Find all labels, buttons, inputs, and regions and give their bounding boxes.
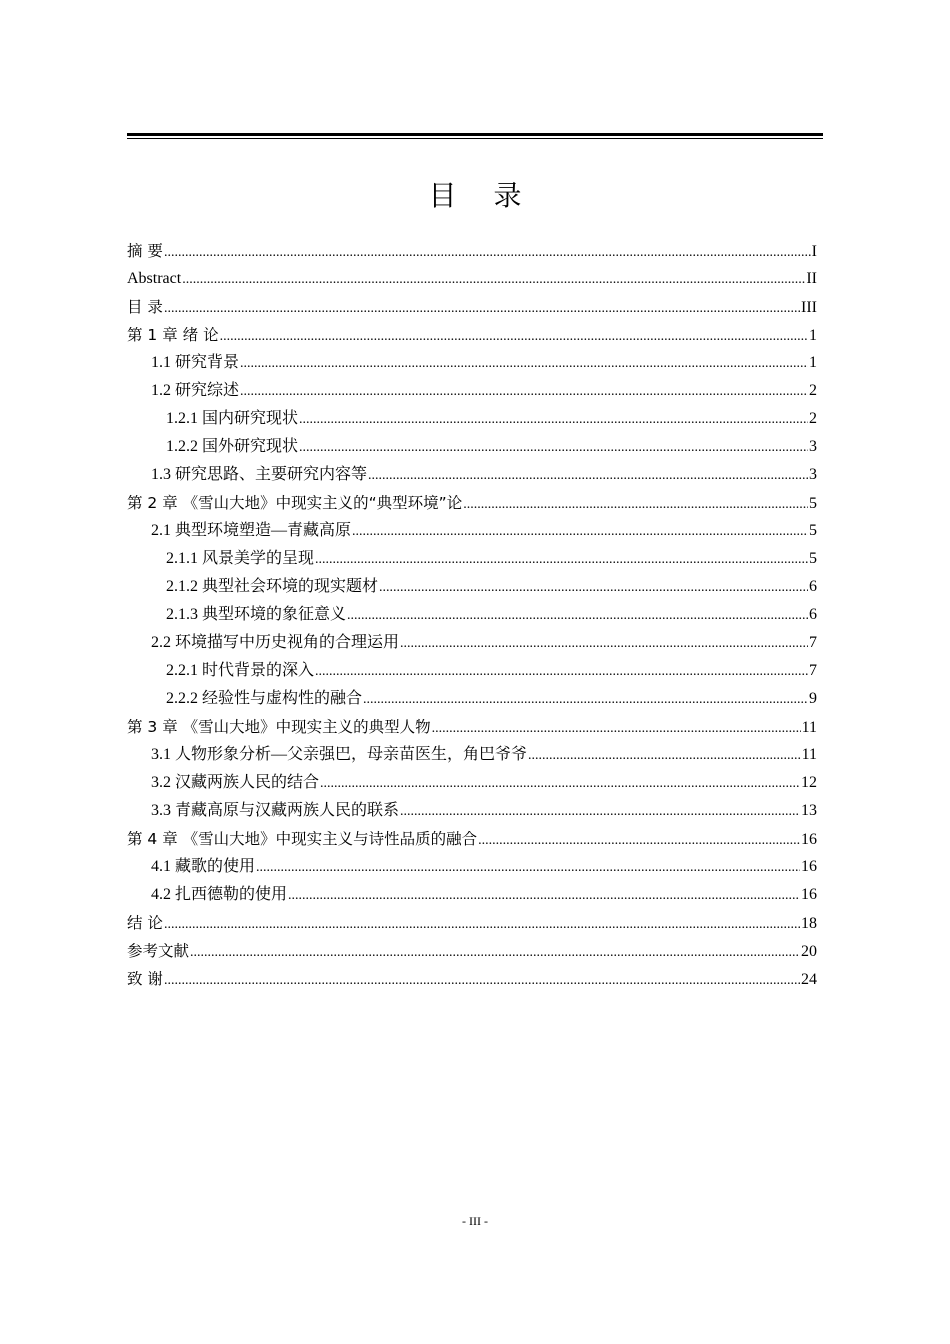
toc-entry-page-number: 16 bbox=[801, 858, 817, 875]
toc-entry-label: 结 论 bbox=[127, 914, 163, 932]
toc-entry[interactable] bbox=[127, 937, 817, 965]
toc-entry[interactable] bbox=[127, 265, 817, 293]
toc-entry-page-number: 7 bbox=[809, 662, 817, 679]
toc-entry-page-number: 11 bbox=[801, 746, 817, 763]
page-title: 目 录 bbox=[428, 179, 536, 212]
toc-entry[interactable] bbox=[127, 853, 817, 881]
toc-dot-leader bbox=[240, 350, 808, 378]
toc-entry[interactable] bbox=[127, 321, 817, 349]
toc-dot-leader bbox=[315, 658, 808, 686]
toc-dot-leader bbox=[164, 295, 800, 323]
toc-entry-label: 1.2.1 国内研究现状 bbox=[166, 410, 299, 427]
toc-dot-leader bbox=[400, 798, 800, 826]
toc-entry[interactable] bbox=[127, 237, 817, 265]
header-rule-thick bbox=[127, 133, 823, 136]
toc-entry-label: Abstract bbox=[127, 270, 182, 287]
toc-entry-label: 参考文献 bbox=[127, 942, 190, 960]
toc-dot-leader bbox=[379, 574, 808, 602]
toc-entry-page-number: 18 bbox=[801, 915, 817, 932]
toc-entry[interactable] bbox=[127, 741, 817, 769]
toc-dot-leader bbox=[363, 686, 808, 714]
toc-dot-leader bbox=[164, 239, 811, 267]
toc-dot-leader bbox=[528, 742, 801, 770]
toc-dot-leader bbox=[352, 518, 808, 546]
toc-entry-page-number: 16 bbox=[801, 886, 817, 903]
toc-entry[interactable] bbox=[127, 517, 817, 545]
toc-entry[interactable] bbox=[127, 405, 817, 433]
toc-entry-label: 2.2.2 经验性与虚构性的融合 bbox=[166, 690, 363, 707]
toc-entry-page-number: 16 bbox=[801, 831, 817, 848]
toc-entry[interactable] bbox=[127, 657, 817, 685]
toc-entry[interactable] bbox=[127, 433, 817, 461]
toc-entry-label: 2.1.3 典型环境的象征意义 bbox=[166, 606, 347, 623]
toc-entry-page-number: 2 bbox=[809, 382, 817, 399]
toc-entry-label: 第 4 章 《雪山大地》中现实主义与诗性品质的融合 bbox=[127, 830, 478, 848]
toc-dot-leader bbox=[463, 491, 808, 519]
toc-entry-label: 致 谢 bbox=[127, 970, 163, 988]
toc-entry[interactable] bbox=[127, 965, 817, 993]
toc-entry-label: 第 1 章 绪 论 bbox=[127, 326, 219, 344]
toc-entry-page-number: 12 bbox=[801, 774, 817, 791]
toc-entry-label: 3.3 青藏高原与汉藏两族人民的联系 bbox=[151, 802, 400, 819]
toc-entry-label: 3.2 汉藏两族人民的结合 bbox=[151, 774, 320, 791]
toc-entry-label: 2.2.1 时代背景的深入 bbox=[166, 662, 315, 679]
toc-entry-page-number: 3 bbox=[809, 438, 817, 455]
toc-entry-label: 4.2 扎西德勒的使用 bbox=[151, 886, 288, 903]
toc-entry-page-number: 6 bbox=[809, 606, 817, 623]
toc-entry-page-number: 9 bbox=[809, 690, 817, 707]
toc-dot-leader bbox=[164, 967, 800, 995]
toc-entry[interactable] bbox=[127, 909, 817, 937]
toc-entry[interactable] bbox=[127, 349, 817, 377]
toc-entry-label: 3.1 人物形象分析—父亲强巴，母亲苗医生，角巴爷爷 bbox=[151, 746, 528, 763]
toc-entry[interactable] bbox=[127, 377, 817, 405]
toc-entry[interactable] bbox=[127, 685, 817, 713]
toc-entry-label: 2.2 环境描写中历史视角的合理运用 bbox=[151, 634, 400, 651]
toc-entry-page-number: 5 bbox=[809, 495, 817, 512]
toc-dot-leader bbox=[432, 715, 801, 743]
toc-entry-page-number: 11 bbox=[801, 719, 817, 736]
toc-entry[interactable] bbox=[127, 293, 817, 321]
toc-entry[interactable] bbox=[127, 461, 817, 489]
header-rule-thin bbox=[127, 138, 823, 139]
toc-dot-leader bbox=[182, 266, 805, 294]
toc-entry-label: 1.2.2 国外研究现状 bbox=[166, 438, 299, 455]
toc-dot-leader bbox=[164, 911, 800, 939]
toc-dot-leader bbox=[299, 406, 808, 434]
toc-entry-page-number: I bbox=[811, 243, 817, 260]
toc-entry-label: 1.2 研究综述 bbox=[151, 382, 240, 399]
toc-entry-label: 1.3 研究思路、主要研究内容等 bbox=[151, 466, 368, 483]
toc-entry-page-number: 6 bbox=[809, 578, 817, 595]
page-number-footer: - III - bbox=[462, 1214, 488, 1228]
toc-entry[interactable] bbox=[127, 881, 817, 909]
toc-dot-leader bbox=[400, 630, 808, 658]
toc-entry[interactable] bbox=[127, 713, 817, 741]
toc-entry-label: 2.1.1 风景美学的呈现 bbox=[166, 550, 315, 567]
toc-entry-label: 第 2 章 《雪山大地》中现实主义的“典型环境”论 bbox=[127, 494, 463, 512]
toc-dot-leader bbox=[288, 882, 800, 910]
toc-entry-page-number: 1 bbox=[809, 354, 817, 371]
toc-entry[interactable] bbox=[127, 489, 817, 517]
toc-entry-page-number: 5 bbox=[809, 550, 817, 567]
toc-entry-label: 目 录 bbox=[127, 298, 163, 316]
toc-entry-label: 2.1.2 典型社会环境的现实题材 bbox=[166, 578, 379, 595]
toc-entry-label: 4.1 藏歌的使用 bbox=[151, 858, 256, 875]
toc-entry-page-number: 3 bbox=[809, 466, 817, 483]
toc-dot-leader bbox=[347, 602, 808, 630]
toc-entry-page-number: 5 bbox=[809, 522, 817, 539]
toc-dot-leader bbox=[240, 378, 808, 406]
toc-entry[interactable] bbox=[127, 769, 817, 797]
toc-entry[interactable] bbox=[127, 545, 817, 573]
toc-entry-label: 摘 要 bbox=[127, 242, 163, 260]
toc-dot-leader bbox=[478, 827, 800, 855]
toc-entry-page-number: 20 bbox=[801, 943, 817, 960]
toc-dot-leader bbox=[220, 323, 808, 351]
toc-entry[interactable] bbox=[127, 629, 817, 657]
toc-entry-page-number: 1 bbox=[809, 327, 817, 344]
toc-entry[interactable] bbox=[127, 573, 817, 601]
toc-entry-page-number: II bbox=[806, 270, 817, 287]
toc-entry-page-number: 7 bbox=[809, 634, 817, 651]
toc-dot-leader bbox=[256, 854, 800, 882]
toc-entry-page-number: III bbox=[801, 299, 817, 316]
toc-entry[interactable] bbox=[127, 797, 817, 825]
toc-dot-leader bbox=[299, 434, 808, 462]
toc-entry-label: 第 3 章 《雪山大地》中现实主义的典型人物 bbox=[127, 718, 431, 736]
toc-entry-page-number: 24 bbox=[801, 971, 817, 988]
toc-entry-label: 1.1 研究背景 bbox=[151, 354, 240, 371]
toc-dot-leader bbox=[315, 546, 808, 574]
toc-dot-leader bbox=[190, 939, 800, 967]
toc-entry-page-number: 2 bbox=[809, 410, 817, 427]
toc-entry[interactable] bbox=[127, 825, 817, 853]
toc-dot-leader bbox=[368, 462, 808, 490]
toc-dot-leader bbox=[320, 770, 800, 798]
toc-entry-page-number: 13 bbox=[801, 802, 817, 819]
toc-entry-label: 2.1 典型环境塑造—青藏高原 bbox=[151, 522, 352, 539]
table-of-contents bbox=[127, 237, 817, 993]
toc-entry[interactable] bbox=[127, 601, 817, 629]
